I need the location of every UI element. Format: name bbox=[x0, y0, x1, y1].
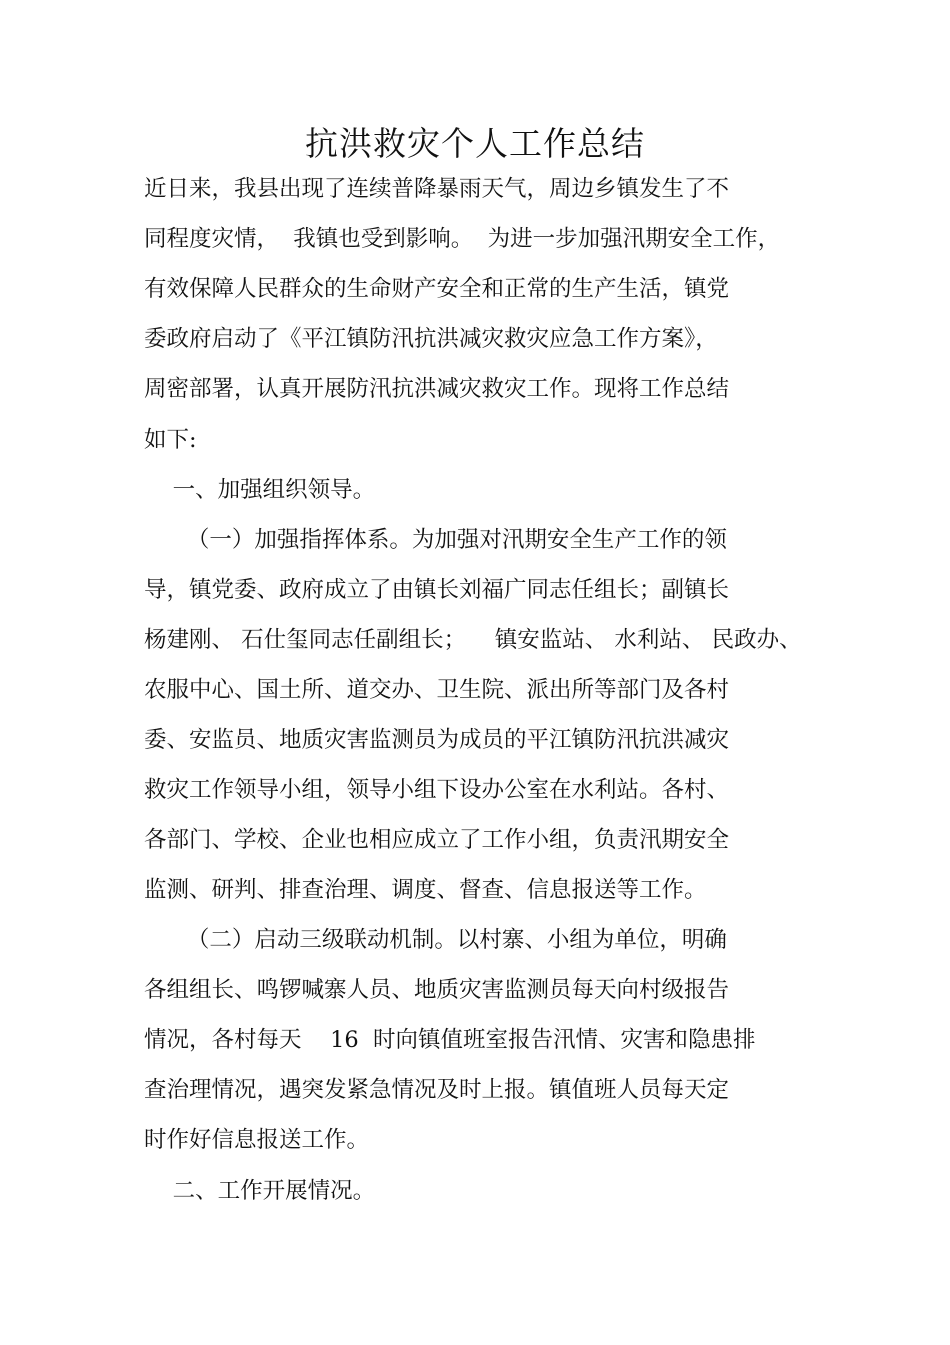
body-line-3: 有效保障人民群众的生命财产安全和正常的生产生活，镇党 bbox=[144, 276, 730, 302]
body-line-6: 如下: bbox=[144, 427, 197, 453]
body-line-14: 各部门、学校、企业也相应成立了工作小组，负责汛期安全 bbox=[144, 827, 730, 853]
body-line-5: 周密部署，认真开展防汛抗洪减灾救灾工作。现将工作总结 bbox=[144, 376, 730, 402]
section-heading-2: 二、工作开展情况。 bbox=[144, 1178, 376, 1204]
body-line-19: 查治理情况，遇突发紧急情况及时上报。镇值班人员每天定 bbox=[144, 1077, 730, 1103]
body-line-8: （一）加强指挥体系。为加强对汛期安全生产工作的领 bbox=[144, 527, 727, 553]
body-line-16: （二）启动三级联动机制。以村寨、小组为单位，明确 bbox=[144, 927, 727, 953]
body-line-1: 近日来，我县出现了连续普降暴雨天气，周边乡镇发生了不 bbox=[144, 176, 730, 202]
body-line-17: 各组组长、鸣锣喊寨人员、地质灾害监测员每天向村级报告 bbox=[144, 977, 730, 1003]
body-line-15: 监测、研判、排查治理、调度、督查、信息报送等工作。 bbox=[144, 877, 707, 903]
body-line-20: 时作好信息报送工作。 bbox=[144, 1127, 370, 1153]
document-title: 抗洪救灾个人工作总结 bbox=[305, 124, 645, 163]
body-line-10: 杨建刚、 石仕玺同志任副组长； 镇安监站、 水利站、 民政办、 bbox=[144, 627, 802, 653]
body-line-12: 委、安监员、地质灾害监测员为成员的平江镇防汛抗洪减灾 bbox=[144, 727, 730, 753]
body-line-18: 情况，各村每天 16 时向镇值班室报告汛情、灾害和隐患排 bbox=[144, 1027, 756, 1053]
body-line-11: 农服中心、国土所、道交办、卫生院、派出所等部门及各村 bbox=[144, 677, 730, 703]
body-line-2: 同程度灾情， 我镇也受到影响。 为进一步加强汛期安全工作， bbox=[144, 226, 781, 252]
body-line-9: 导，镇党委、政府成立了由镇长刘福广同志任组长；副镇长 bbox=[144, 577, 730, 603]
body-line-13: 救灾工作领导小组，领导小组下设办公室在水利站。各村、 bbox=[144, 777, 730, 803]
section-heading-1: 一、加强组织领导。 bbox=[144, 477, 376, 503]
body-line-4: 委政府启动了《平江镇防汛抗洪减灾救灾应急工作方案》， bbox=[144, 326, 718, 352]
